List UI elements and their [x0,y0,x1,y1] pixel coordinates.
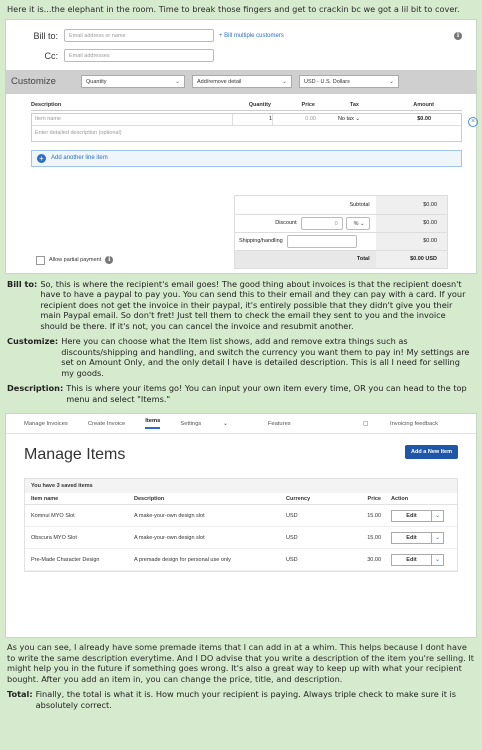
action-cell [381,510,441,522]
bill-multiple-link[interactable]: + Bill multiple customers [219,32,284,39]
info-icon[interactable]: i [105,256,113,264]
chat-icon: ▢ [362,420,369,427]
discount-value: $0.00 [376,215,447,232]
total-label: Total [356,256,370,262]
subtotal-row [235,196,447,214]
definition-description [7,383,475,404]
item-name: Komnui MYO Slot [31,512,75,519]
chevron-down-icon: ⌄ [360,220,365,227]
col-action: Action [391,495,409,502]
chevron-down-icon: ⌄ [388,79,394,85]
action-cell [381,554,441,566]
feedback-link[interactable] [363,421,458,427]
subtotal-value: $0.00 [376,196,447,214]
discount-input[interactable]: 0 [301,217,343,230]
description-input[interactable] [32,126,461,141]
definition-total [7,689,475,710]
chevron-down-icon: ⌄ [222,420,228,427]
nav-manage-invoices[interactable]: Manage Invoices [24,420,68,427]
shipping-input[interactable] [287,235,357,248]
cc-label: Cc: [44,50,58,61]
tax-value: No tax [337,116,354,122]
quantity-input[interactable]: 1 [232,114,272,125]
definition-text: This is where your items go! You can input your own item every time, OR you can head to the top menu and select "Items." [66,383,467,404]
nav-settings[interactable] [180,421,247,427]
item-price: 30.00 [367,556,381,563]
item-name-input[interactable]: Item name [35,116,61,122]
item-currency: USD [286,556,298,563]
shipping-group [235,235,376,248]
col-tax: Tax [349,101,359,108]
currency-select[interactable] [299,75,399,88]
shipping-label: Shipping/handling [239,238,283,244]
table-row [25,527,457,549]
col-price: Price [301,101,315,108]
outro-text: As you can see, I already have some premade items that I can add in at a whim. This helps because I dont have to write the same description everytime. And I DO advise that you write a description of the item you're selling. It might help you in the future if something goes wrong. It's also a great way to keep up with what your recipient bought. After you add an item in, you can change the price, title, and description. [7,642,475,684]
bill-to-label: Bill to: [33,30,58,41]
chevron-down-icon: ⌄ [355,116,360,122]
add-remove-label: Add/remove detail [197,79,242,85]
definition-text: Here you can choose what the Item list shows, add and remove extra things such as discounts/shipping and handling, and switch the currency you want them to pay in! My settings are set on Amount Only, and the only detail I have is detailed description. This is all I need for selling my goods. [61,336,470,378]
remove-line-icon[interactable]: × [468,117,478,127]
line-items-header [31,102,462,111]
bill-to-row [20,28,462,44]
tax-select[interactable] [316,116,360,122]
definition-term: Bill to: [7,278,38,289]
item-description: A make-your-own design slot [134,512,205,519]
definition-customize [7,336,475,378]
partial-payment-label: Allow partial payment [49,257,102,263]
line-item-row [32,114,461,126]
edit-label: Edit [406,556,417,563]
nav-features[interactable]: Features [267,420,291,427]
total-value: $0.00 USD [376,251,447,268]
edit-label: Edit [406,534,417,541]
intro-text: Here it is...the elephant in the room. Time to break those fingers and get to crackin bc we got a lil bit to cover. [7,4,460,14]
add-line-label: Add another line item [51,155,108,161]
item-currency: USD [286,534,298,541]
definition-text: So, this is where the recipient's email goes! The good thing about invoices is that the recipient doesn't have to have a paypal to pay you. You can send this to their email and they can pay with a card. If your recipient does not get the invoice in their paypal, it's entirely possible that they didn't give you their main Paypal email. So don't fret! Just tell them to check the email they sent to you and the invoice should be there. If it's not, you can cancel the invoice and resubmit another. [40,278,466,331]
saved-items-caption: You have 3 saved items [25,479,457,493]
definition-bill-to [7,279,475,332]
col-item-name: Item name [31,495,59,502]
cc-input[interactable]: Email addresses [64,49,214,62]
col-price: Price [367,495,381,502]
col-description: Description [134,495,165,502]
col-currency: Currency [286,495,311,502]
discount-unit: % [353,220,359,227]
invoice-screenshot [5,19,477,274]
info-icon[interactable]: i [454,32,462,40]
customize-label: Customize [11,76,56,87]
total-row [235,250,447,268]
chevron-down-icon[interactable]: ⌄ [431,511,443,521]
discount-group [235,217,376,230]
item-name: Pre-Made Character Design [31,556,100,563]
nav-items[interactable]: Items [145,418,160,429]
page-title: Manage Items [24,446,126,463]
items-table-header [25,493,457,505]
customize-bar [6,70,476,94]
cc-row [20,48,462,64]
shipping-value: $0.00 [376,233,447,250]
shipping-row [235,232,447,250]
item-description: A make-your-own design slot [134,534,205,541]
discount-label: Discount [275,220,297,226]
nav-settings-label: Settings [180,420,202,427]
edit-button[interactable] [391,554,444,566]
bill-to-input[interactable]: Email address or name [64,29,214,42]
item-name: Obscura MYO Slot [31,534,77,541]
item-price: 15.00 [367,512,381,519]
definition-term: Customize: [7,336,59,346]
subtotal-label: Subtotal [349,201,370,208]
partial-payment-toggle[interactable] [36,256,113,265]
chevron-down-icon[interactable]: ⌄ [431,555,443,565]
description-placeholder: Enter detailed description (optional) [35,130,122,136]
line-item [31,113,462,142]
definition-text: Finally, the total is what it is. How much your recipient is paying. Always triple check to make sure it is absolutely correct. [35,689,457,710]
nav-create-invoice[interactable]: Create Invoice [87,420,126,427]
chevron-down-icon[interactable]: ⌄ [431,533,443,543]
col-quantity: Quantity [248,101,271,108]
edit-label: Edit [406,512,417,519]
manage-items-screenshot [5,413,477,638]
discount-row [235,214,447,232]
col-amount: Amount [413,101,434,108]
item-currency: USD [286,512,298,519]
col-description: Description [31,101,62,108]
feedback-label: Invoicing feedback [389,420,438,427]
table-row [25,505,457,527]
edit-button[interactable] [391,510,444,522]
edit-button[interactable] [391,532,444,544]
currency-label: USD - U.S. Dollars [304,79,350,85]
plus-icon: + [37,154,46,163]
definition-term: Description: [7,383,64,393]
item-description: A premade design for personal use only [134,556,231,563]
add-new-item-button[interactable]: Add a New Item [405,445,458,459]
checkbox[interactable] [36,256,45,265]
chevron-down-icon: ⌄ [281,79,287,85]
top-nav [6,414,476,434]
totals-panel [234,195,448,269]
table-row [25,549,457,571]
quantity-select-label: Quantity [86,79,107,85]
action-cell [381,532,441,544]
discount-unit-select[interactable] [346,217,370,230]
amount-value: $0.00 [417,116,431,122]
item-price: 15.00 [367,534,381,541]
add-line-item-button[interactable] [31,150,462,167]
definition-term: Total: [7,689,33,699]
items-table [24,478,458,572]
add-remove-detail-select[interactable] [192,75,292,88]
price-input[interactable]: 0.00 [272,114,316,125]
chevron-down-icon: ⌄ [174,79,180,85]
quantity-select[interactable] [81,75,185,88]
